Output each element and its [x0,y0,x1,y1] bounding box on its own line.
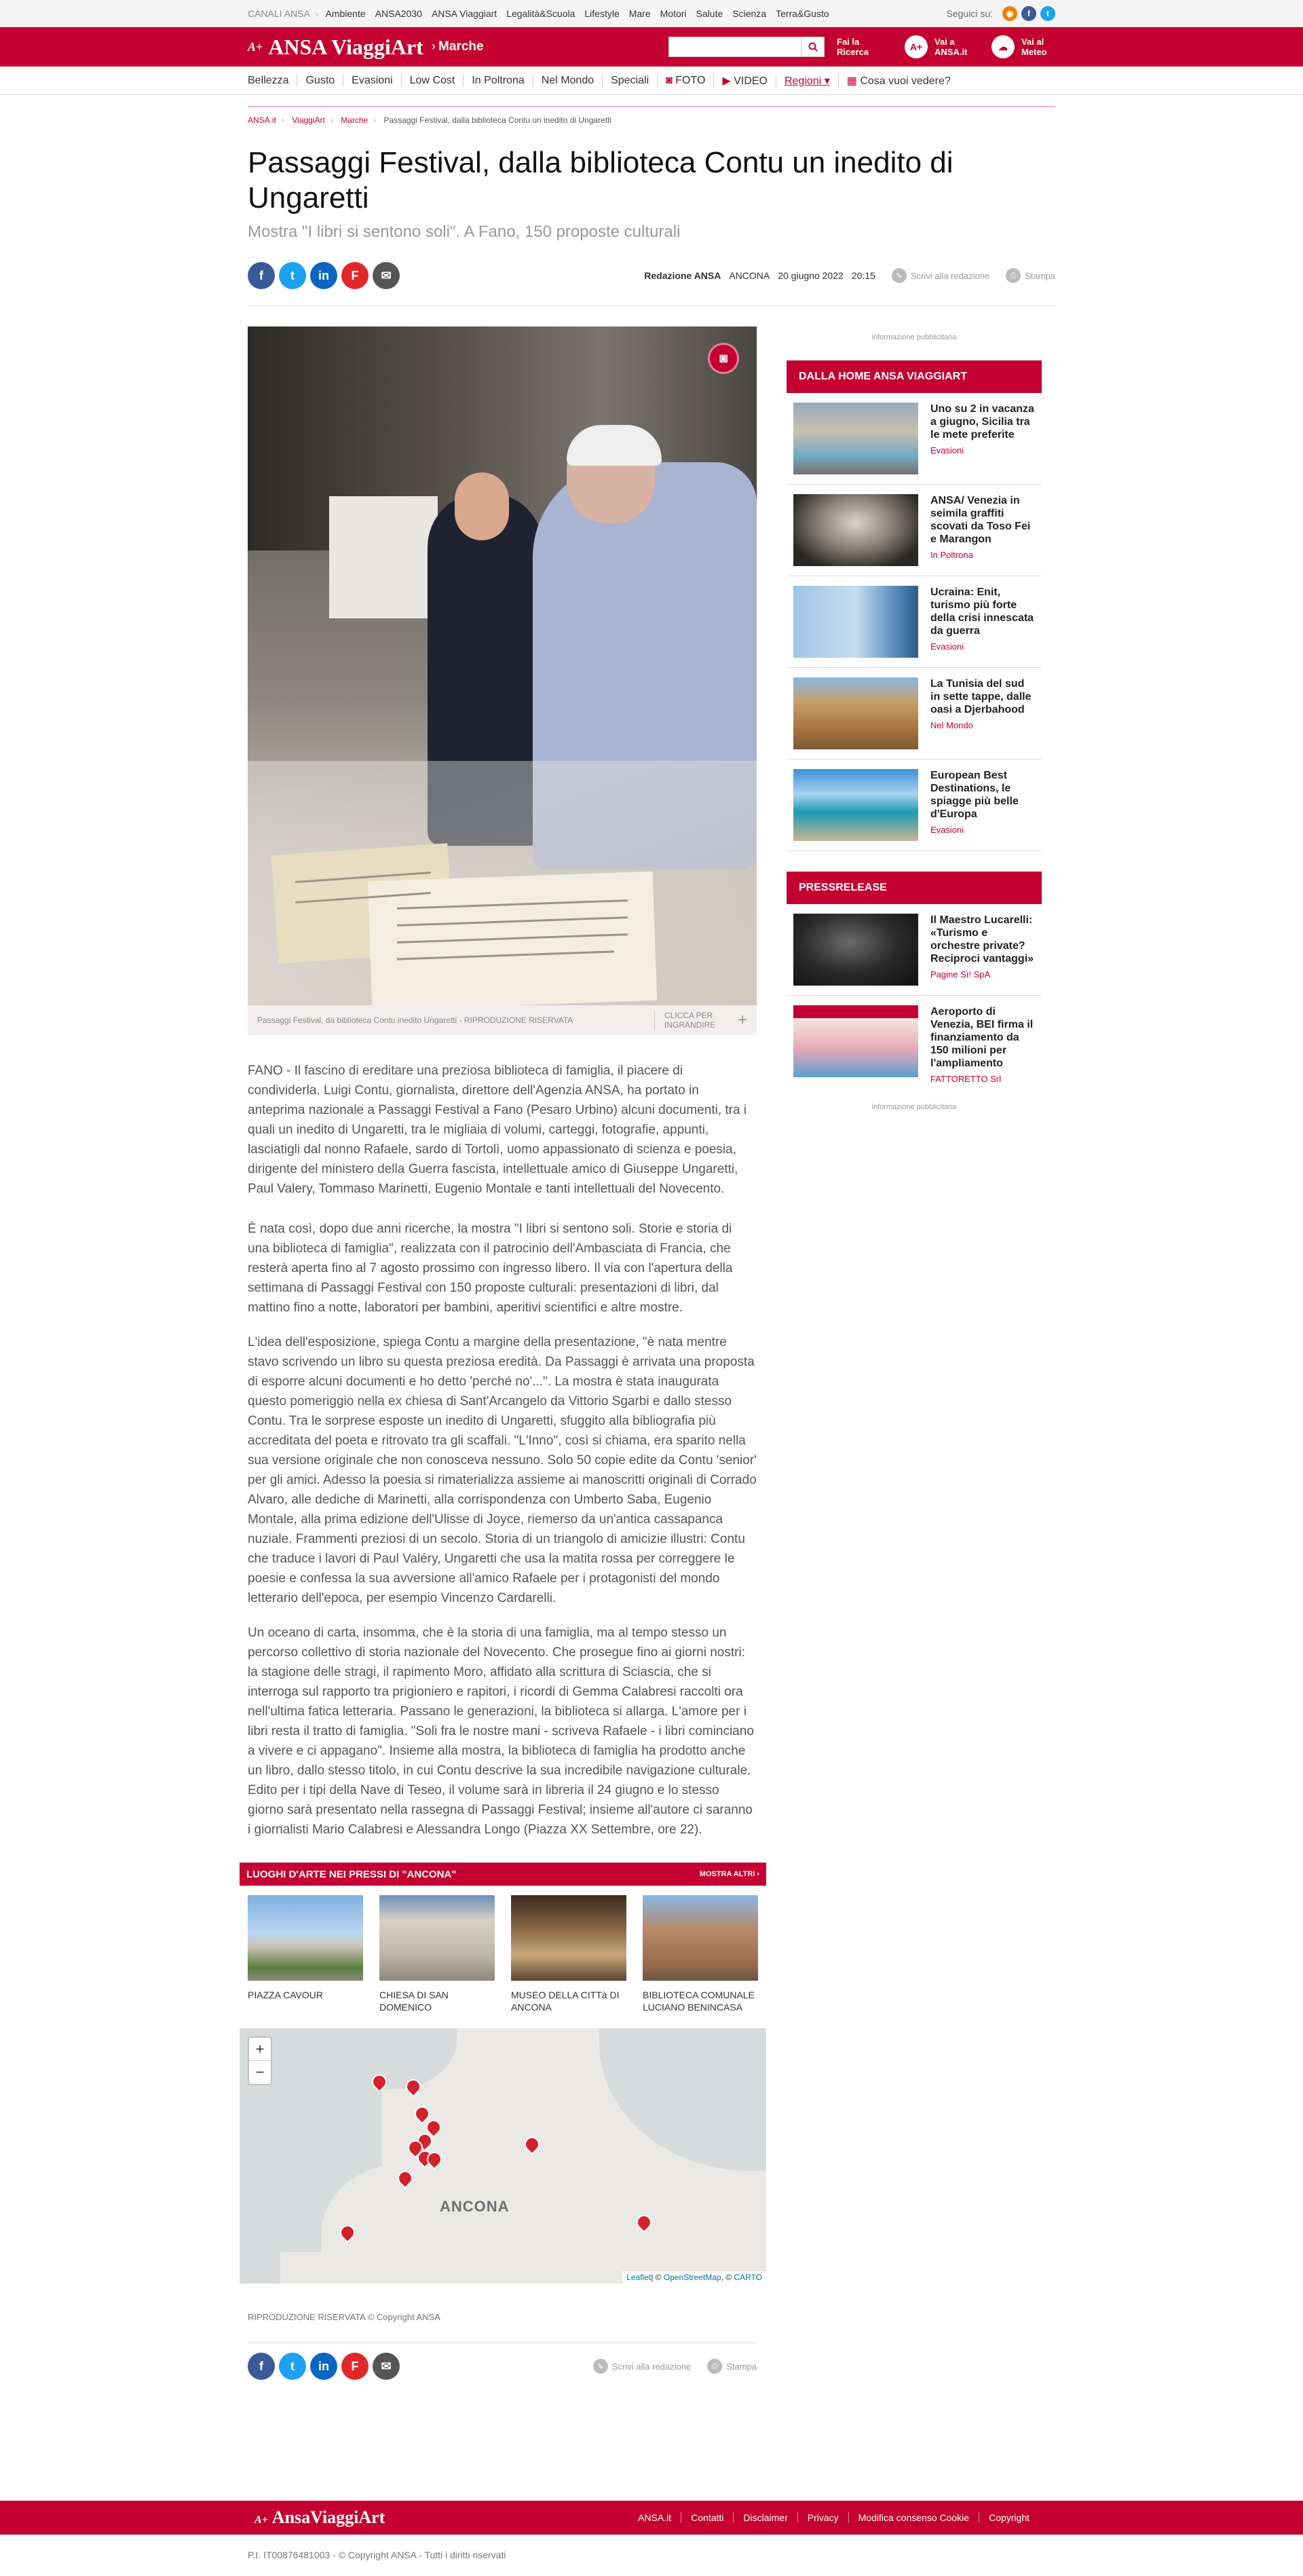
sidebar-article[interactable]: Uno su 2 in vacanza a giugno, Sicilia tra le mete preferite Evasioni [787,393,1042,485]
region-title: › Marche [431,39,484,54]
footer-copyright: P.I. IT00876481003 - © Copyright ANSA - Tutti i diritti riservati [248,2550,506,2560]
breadcrumb: ANSA.it › ViaggiArt › Marche › Passaggi Festival, dalla biblioteca Contu un inedito di Ungaretti [248,115,612,125]
paragraph: FANO - Il fascino di ereditare una preziosa biblioteca di famiglia, il piacere di condividerla. Luigi Contu, giornalista, direttore dell'Agenzia ANSA, ha portato in anteprima nazionale a Passaggi Festival a Fano (Pesaro Urbino) alcuni documenti, tra i quali un inedito di Ungaretti, tra le migliaia di volumi, carteggi, fotografie, appunti, lasciatigli dal nonno Rafaele, sardo di Tortolì, uomo appassionato di scienza e poesia, dirigente del ministero della Guerra fascista, intellettuale amico di Giuseppe Ungaretti, Paul Valery, Tommaso Marinetti, Eugenio Montale e tanti intellettuali del Novecento. [248,1064,747,1196]
article-thumb [793,494,918,566]
pencil-icon: ✎ [892,268,907,283]
page-subtitle: Mostra "I libri si sentono soli". A Fano, 150 proposte culturali [248,223,681,241]
meteo-link[interactable]: ☁ Vai al Meteo [992,35,1055,58]
twitter-share-icon[interactable]: t [279,262,306,289]
article-body [248,1061,757,1840]
channels-label: CANALI ANSA [248,8,310,19]
email-share-icon[interactable]: ✉ [373,262,400,289]
place-card[interactable]: BIBLIOTECA COMUNALE LUCIANO BENINCASA [643,1895,758,2013]
follow-label: Seguici su: [946,8,993,19]
gallery-camera-icon[interactable]: ◙ [708,343,739,374]
page-title: Passaggi Festival, dalla biblioteca Contu un inedito di Ungaretti [248,146,953,214]
ansa-icon: A+ [905,35,928,58]
channel-link[interactable]: Terra&Gusto [776,8,829,19]
article-thumb [793,586,918,658]
nav-item[interactable]: Nel Mondo [533,75,602,87]
site-logo[interactable] [248,35,423,60]
place-card[interactable]: MUSEO DELLA CITTà DI ANCONA [511,1895,626,2013]
share-bar-bottom [248,2353,757,2380]
footer-link[interactable]: ANSA.it [638,2512,672,2523]
nav-item[interactable]: Evasioni [343,75,400,87]
channel-link[interactable]: Salute [696,8,723,19]
nav-item[interactable]: In Poltrona [463,75,532,87]
place-card[interactable]: CHIESA DI SAN DOMENICO [379,1895,495,2013]
home-box-title: DALLA HOME ANSA VIAGGIART [787,360,1042,393]
sidebar-article[interactable]: ANSA/ Venezia in seimila graffiti scovati da Toso Fei e Marangon In Poltrona [787,485,1042,576]
photo-caption: Passaggi Festival, da biblioteca Contu inedito Ungaretti - RIPRODUZIONE RISERVATA CLICCA PER INGRANDIRE + [248,1005,757,1035]
map-zoom-controls [248,2036,272,2085]
press-thumb [793,914,918,986]
building-icon: ▦ [846,75,857,87]
paragraph: L'idea dell'esposizione, spiega Contu a margine della presentazione, "è nata mentre stavo scrivendo un libro su questa preziosa eredità. Da Passaggi è arrivata una proposta di esporre alcuni documenti e ho detto 'perché no'...". La mostra è stata inaugurata questo pomeriggio nella ex chiesa di Sant'Arcangelo da Vittorio Sgarbi e dallo stesso Contu. Tra le sorprese esposte un inedito di Ungaretti, sfuggito alla bibliografia più accreditata del poeta e ritrovato tra gli scaffali. "L'Inno", così si chiama, era sparito nella sua versione originale che non conosceva nessuno. Solo 50 copie edite da Contu 'senior' per gli amici. Adesso la poesia si rimaterializza assieme ai manoscritti originali di Corrado Alvaro, alle dediche di Marinetti, alla corrispondenza con Umberto Saba, Eugenio Montale, alla prima edizione dell'Ulisse di Joyce, riemerso da un'antica cassapanca nuziale. Frammenti preziosi di un secolo. Storia di un triangolo di amicizie illustri: Contu che traduce i lavori di Paul Valéry, Ungaretti che usa la matita rossa per correggere le poesie e confessa la sua avversione all'amico Rafaele per i protagonisti del mondo letterario dell'epoca, per esempio Vincenzo Cardarelli. [248,1335,757,1605]
place-image [643,1895,758,1981]
zoom-out-button[interactable]: − [255,2064,265,2080]
plus-icon: + [737,1011,747,1029]
enlarge-button[interactable]: CLICCA PER INGRANDIRE + [654,1011,747,1030]
channel-link[interactable]: Mare [628,8,651,19]
site-footer [0,2501,1303,2535]
article-thumb [793,769,918,841]
flipboard-share-icon[interactable]: F [341,2353,369,2380]
ansa-link[interactable]: A+ Vai a ANSA.it [905,35,975,58]
search-icon[interactable] [801,37,825,57]
rss-icon[interactable]: ◉ [1002,6,1017,21]
ad-note: informazione pubblicitaria [871,333,957,341]
twitter-share-icon[interactable]: t [279,2353,306,2380]
sidebar-article[interactable]: European Best Destinations, le spiagge più belle d'Europa Evasioni [787,760,1042,851]
chevron-down-icon: ▾ [824,75,830,87]
nav-video[interactable]: ▶ VIDEO [713,74,776,88]
article-thumb [793,403,918,474]
place-card[interactable]: PIAZZA CAVOUR [248,1895,363,2013]
press-box-title: PRESSRELEASE [787,872,1042,904]
nav-item[interactable]: Bellezza [248,75,289,86]
paragraph: È nata così, dopo due anni ricerche, la mostra "I libri si sentono soli. Storie e storia di una biblioteca di famiglia", realizzata con il patrocinio dell'Ambasciata di Francia, che resterà aperta fino al 7 agosto prossimo con ingresso libero. Il via con l'apertura della settimana di Passaggi Festival con 150 proposte culturali: presentazioni di libri, dal mattino fino a notte, laboratori per bambini, aperitivi scientifici e altre mostre. [248,1222,733,1315]
byline: Redazione ANSA ANCONA 20 giugno 2022 20:15 [644,270,875,281]
facebook-icon[interactable]: f [1021,6,1036,21]
weather-icon: ☁ [992,35,1015,58]
zoom-in-button[interactable]: + [249,2038,271,2061]
facebook-share-icon[interactable]: f [248,2353,275,2380]
map-attribution: Leaflet| © OpenStreetMap, © CARTO [622,2271,766,2283]
divider [248,106,1055,107]
channel-link[interactable]: Ambiente [325,8,366,19]
breadcrumb-link[interactable]: ANSA.it [248,115,277,125]
flipboard-share-icon[interactable]: F [341,262,369,289]
footer-link[interactable]: Privacy [797,2512,848,2523]
linkedin-share-icon[interactable]: in [310,2353,337,2380]
channel-link[interactable]: Scienza [732,8,767,19]
ad-note: informazione pubblicitaria [871,1103,957,1111]
ansa-mark-icon: A+ [248,39,263,54]
chevron-right-icon: › [315,8,319,19]
footer-link[interactable]: Contatti [681,2512,733,2523]
channel-link[interactable]: ANSA Viaggiart [431,8,497,19]
channel-link[interactable]: Lifestyle [584,8,620,19]
search-form [668,37,825,57]
article-photo[interactable] [248,326,757,1005]
twitter-icon[interactable]: t [1040,6,1055,21]
email-share-icon[interactable]: ✉ [373,2353,400,2380]
main-nav [0,67,1303,95]
write-to-editor-link[interactable]: ✎ Scrivi alla redazione [593,2359,691,2374]
nav-cosa-vedere[interactable]: ▦ Cosa vuoi vedere? [838,74,959,88]
print-icon: ⎙ [1006,268,1021,283]
write-to-editor-link[interactable]: ✎ Scrivi alla redazione [892,268,989,283]
nav-item[interactable]: Low Cost [401,75,464,87]
copyright-note: RIPRODUZIONE RISERVATA © Copyright ANSA [248,2312,757,2343]
ansa-mark-icon: A+ [254,2514,268,2526]
channel-link[interactable]: Legalità&Scuola [506,8,575,19]
site-header [0,27,1303,67]
print-link[interactable]: ⎙ Stampa [707,2359,757,2374]
nav-regioni[interactable]: Regioni ▾ [776,74,838,88]
nav-item[interactable]: Gusto [297,75,343,87]
map[interactable] [240,2028,766,2283]
sidebar-article[interactable]: Ucraina: Enit, turismo più forte della crisi innescata da guerra Evasioni [787,576,1042,668]
nearby-title: LUOGHI D'ARTE NEI PRESSI DI "ANCONA" [246,1868,457,1880]
chevron-right-icon: › [757,1870,759,1878]
place-image [248,1895,363,1981]
paragraph: Un oceano di carta, insomma, che è la storia di una famiglia, ma al tempo stesso un percorso collettivo di storia nazionale del Novecento. Che prosegue fino ai giorni nostri: la stagione delle stragi, il rapimento Moro, affidato alla scrittura di Sciascia, che si interroga sul rapporto tra prigioniero e rapitori, i ricordi di Gemma Calabresi raccolti ora nell'ultima fatica letteraria. Passano le generazioni, la biblioteca si allarga. L'amore per i libri resta il tratto di famiglia. "Soli fra le nostre mani - scriveva Rafaele - i libri cominciano a vivere e ci appagano". Insieme alla mostra, la biblioteca di famiglia ha prodotto anche un libro, dallo stesso titolo, in cui Contu descrive la sua incredibile navigazione culturale. Edito per i tipi della Nave di Teseo, il volume sarà in libreria il 24 giugno e lo stesso giorno sarà presentato nella rassegna di Passaggi Festival; insieme all'autore ci saranno i giornalisti Mario Calabresi e Alessandra Longo (Piazza XX Settembre, ore 22). [248,1626,754,1837]
article-thumb [793,677,918,749]
pencil-icon: ✎ [593,2359,608,2374]
press-thumb [793,1005,918,1077]
nav-item[interactable]: Speciali [602,75,657,87]
breadcrumb-current: Passaggi Festival, dalla biblioteca Contu un inedito di Ungaretti [383,115,612,125]
show-more-button[interactable]: MOSTRA ALTRI › [699,1870,759,1878]
search-input[interactable] [668,37,801,57]
sidebar-article[interactable]: La Tunisia del sud in sette tappe, dalle oasi a Djerbahood Nel Mondo [787,668,1042,760]
breadcrumb-link[interactable]: Marche [341,115,369,125]
place-image [511,1895,626,1981]
facebook-share-icon[interactable]: f [248,262,275,289]
footer-link[interactable]: Modifica consenso Cookie [848,2512,979,2523]
camera-icon: ◙ [666,75,673,86]
map-city-label: ANCONA [440,2198,510,2215]
sidebar-press-item[interactable]: Il Maestro Lucarelli: «Turismo e orchestre private? Reciproci vantaggi» Pagine Sì! SpA [787,904,1042,996]
channel-link[interactable]: ANSA2030 [375,8,422,19]
article-meta [248,262,1055,306]
linkedin-share-icon[interactable]: in [310,262,337,289]
nav-foto[interactable]: ◙ FOTO [657,75,713,87]
sidebar-press-item[interactable]: Aeroporto di Venezia, BEI firma il finanziamento da 150 milioni per l'ampliamento FATTORETTO Srl [787,996,1042,1094]
footer-link[interactable]: Disclaimer [733,2512,797,2523]
sidebar [787,326,1042,2380]
place-image [379,1895,495,1981]
channel-link[interactable]: Motori [660,8,687,19]
print-icon: ⎙ [707,2359,722,2374]
logo-text: ANSA ViaggiArt [268,34,423,59]
footer-logo[interactable]: A+ AnsaViaggiArt [254,2507,385,2527]
print-link[interactable]: ⎙ Stampa [1006,268,1055,283]
channels-bar [0,0,1303,27]
nearby-places [240,1863,766,2013]
play-icon: ▶ [722,75,731,87]
footer-link[interactable]: Copyright [979,2512,1039,2523]
article-main [246,326,762,2380]
breadcrumb-link[interactable]: ViaggiArt [292,115,325,125]
search-link[interactable]: Fai la Ricerca [837,37,869,57]
